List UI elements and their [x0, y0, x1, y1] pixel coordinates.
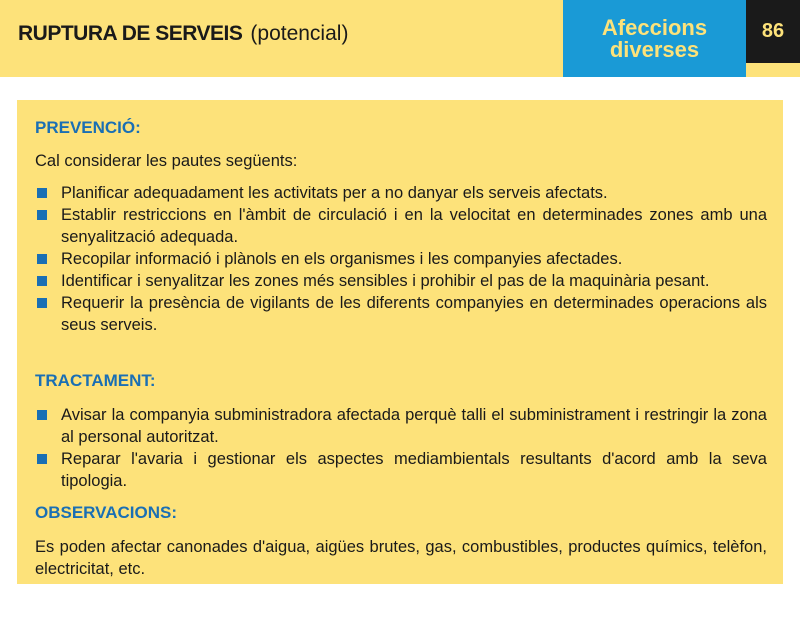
bullet-square-icon: [37, 188, 47, 198]
bullet-square-icon: [37, 210, 47, 220]
list-item: Requerir la presència de vigilants de les diferents companyies en determinades operacions als seus serveis.: [35, 292, 767, 336]
list-item: Identificar i senyalitzar les zones més sensibles i prohibir el pas de la maquinària pesant.: [35, 270, 767, 292]
bullet-square-icon: [37, 276, 47, 286]
prevencio-list: [35, 182, 767, 336]
list-item: Recopilar informació i plànols en els organismes i les companyies afectades.: [35, 248, 767, 270]
observacions-heading: OBSERVACIONS:: [35, 503, 178, 522]
list-item: Avisar la companyia subministradora afectada perquè talli el subministrament i restringir la zona al personal autoritzat.: [35, 404, 767, 448]
page-title: [18, 22, 348, 46]
bullet-square-icon: [37, 410, 47, 420]
prevencio-intro: Cal considerar les pautes següents:: [35, 152, 298, 170]
tractament-list: [35, 404, 767, 492]
bullet-square-icon: [37, 298, 47, 308]
prevencio-heading: PREVENCIÓ:: [35, 118, 141, 137]
bullet-square-icon: [37, 454, 47, 464]
tractament-heading: TRACTAMENT:: [35, 371, 156, 390]
list-item: Establir restriccions en l'àmbit de circulació i en la velocitat en determinades zones amb una senyalització adequada.: [35, 204, 767, 248]
list-item: Planificar adequadament les activitats per a no danyar els serveis afectats.: [35, 182, 767, 204]
title-main: RUPTURA DE SERVEIS: [18, 22, 243, 45]
category-label: [563, 0, 746, 77]
observacions-text: Es poden afectar canonades d'aigua, aigües brutes, gas, combustibles, productes químics, telèfon, electricitat, etc.: [35, 538, 767, 578]
category-line-1: Afeccions: [601, 14, 708, 40]
page-number: 86: [746, 0, 800, 63]
list-item: Reparar l'avaria i gestionar els aspectes mediambientals resultants d'acord amb la seva tipologia.: [35, 448, 767, 492]
bullet-square-icon: [37, 254, 47, 264]
title-sub: (potencial): [250, 22, 349, 45]
category-line-2: diverses: [609, 36, 700, 62]
page-header: [0, 0, 800, 77]
